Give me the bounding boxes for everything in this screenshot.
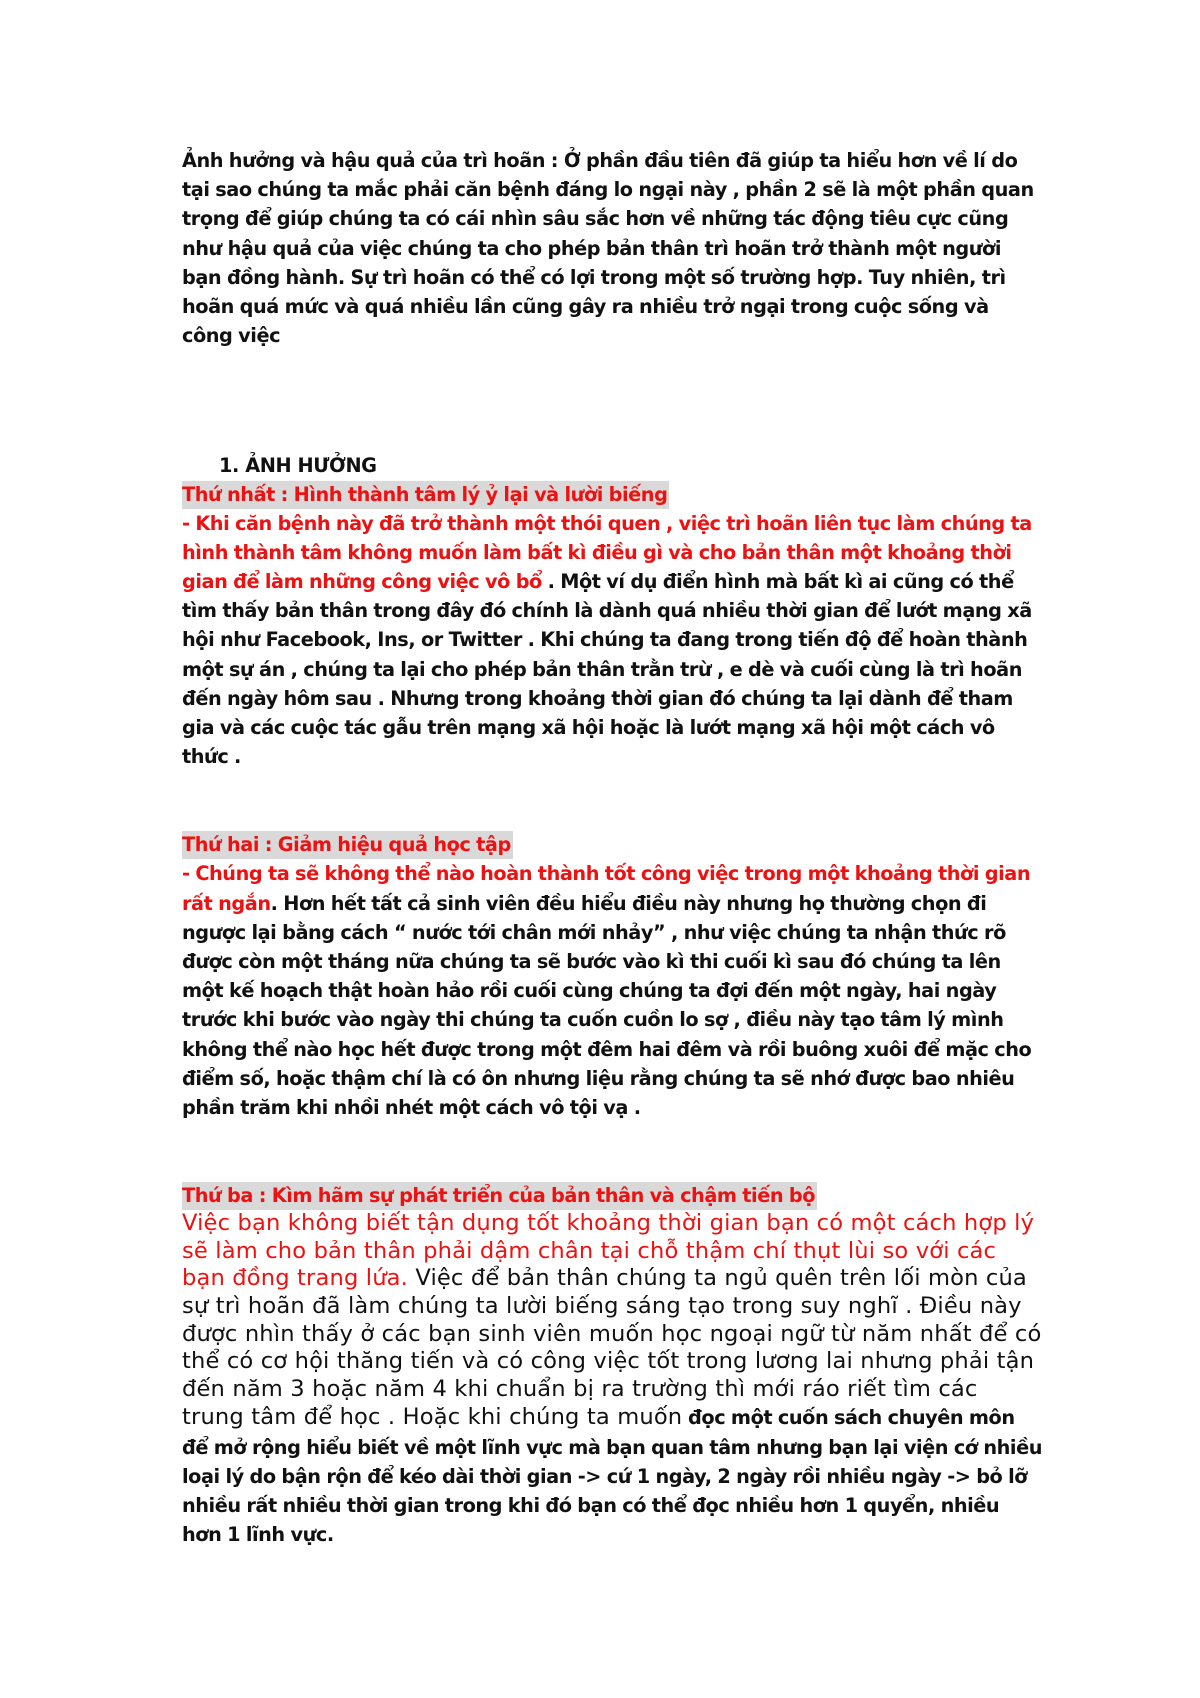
section-3-title: Thứ ba : Kìm hãm sự phát triển của bản thân và chậm tiến bộ [182,1182,817,1210]
section-1 [182,481,1042,772]
section-2-body: . Hơn hết tất cả sinh viên đều hiểu điều này nhưng họ thường chọn đi ngược lại bằng cách “ nước tới chân mới nhảy” , như việc chúng ta nhận thức rõ được còn một tháng nữa chúng ta sẽ bước vào kì thi cuối kì sau đó chúng ta lên một kế hoạch thật hoàn hảo rồi cuối cùng chúng ta đợi đến một ngày, hai ngày trước khi bước vào ngày thi chúng ta cuốn cuồn lo sợ , điều này tạo tâm lý mình không thể nào học hết được trong một đêm hai đêm và rồi buông xuôi để mặc cho điểm số, hoặc thậm chí là có ôn nhưng liệu rằng chúng ta sẽ nhớ được bao nhiêu phần trăm khi nhồi nhét một cách vô tội vạ . [182,891,1032,1120]
document-page [182,146,1042,1549]
section-2 [182,831,1042,1122]
section-3 [182,1182,1042,1549]
section-3-tail: đọc một cuốn sách chuyên môn để mở rộng hiểu biết về một lĩnh vực mà bạn quan tâm nhưng bạn lại viện cớ nhiều loại lý do bận rộn để kéo dài thời gian -> cứ 1 ngày, 2 ngày rồi nhiều ngày -> bỏ lỡ nhiều rất nhiều thời gian trong khi đó bạn có thể đọc nhiều hơn 1 quyển, nhiều hơn 1 lĩnh vực. [182,1406,1042,1547]
section-2-title: Thứ hai : Giảm hiệu quả học tập [182,831,513,859]
section-heading: 1. ẢNH HƯỞNG [219,454,377,478]
section-1-body: . Một ví dụ điển hình mà bất kì ai cũng có thể tìm thấy bản thân trong đây đó chính là dành quá nhiều thời gian để lướt mạng xã hội như Facebook, Ins, or Twitter . Khi chúng ta đang trong tiến độ để hoàn thành một sự án , chúng ta lại cho phép bản thân trằn trừ , e dè và cuối cùng là trì hoãn đến ngày hôm sau . Nhưng trong khoảng thời gian đó chúng ta lại dành để tham gia và các cuộc tác gẫu trên mạng xã hội hoặc là lướt mạng xã hội một cách vô thức . [182,570,1032,769]
intro-paragraph: Ảnh hưởng và hậu quả của trì hoãn : Ở phần đầu tiên đã giúp ta hiểu hơn về lí do tại sao chúng ta mắc phải căn bệnh đáng lo ngại này , phần 2 sẽ là một phần quan trọng để giúp chúng ta có cái nhìn sâu sắc hơn về những tác động tiêu cực cũng như hậu quả của việc chúng ta cho phép bản thân trì hoãn trở thành một người bạn đồng hành. Sự trì hoãn có thể có lợi trong một số trường hợp. Tuy nhiên, trì hoãn quá mức và quá nhiều lần cũng gây ra nhiều trở ngại trong cuộc sống và công việc [182,149,1034,348]
section-2-lead: - Chúng ta sẽ không thể nào hoàn thành tốt công việc trong một khoảng thời gian rất ngắn [182,862,1031,915]
section-3-lead: Việc bạn không biết tận dụng tốt khoảng thời gian bạn có một cách hợp lý sẽ làm cho bản thân phải dậm chân tại chỗ thậm chí thụt lùi so với các bạn đồng trang lứa. [182,1210,1035,1292]
section-1-title: Thứ nhất : Hình thành tâm lý ỷ lại và lười biếng [182,481,669,509]
section-3-body: Việc để bản thân chúng ta ngủ quên trên lối mòn của sự trì hoãn đã làm chúng ta lười biếng sáng tạo trong suy nghĩ . Điều này được nhìn thấy ở các bạn sinh viên muốn học ngoại ngữ từ năm nhất để có thể có cơ hội thăng tiến và có công việc tốt trong lương lai nhưng phải tận đến năm 3 hoặc năm 4 khi chuẩn bị ra trường thì mới ráo riết tìm các trung tâm để học . Hoặc khi chúng ta muốn [182,1265,1042,1431]
section-1-lead: - Khi căn bệnh này đã trở thành một thói quen , việc trì hoãn liên tục làm chúng ta hình thành tâm không muốn làm bất kì điều gì và cho bản thân một khoảng thời gian để làm những công việc vô bổ [182,511,1032,594]
